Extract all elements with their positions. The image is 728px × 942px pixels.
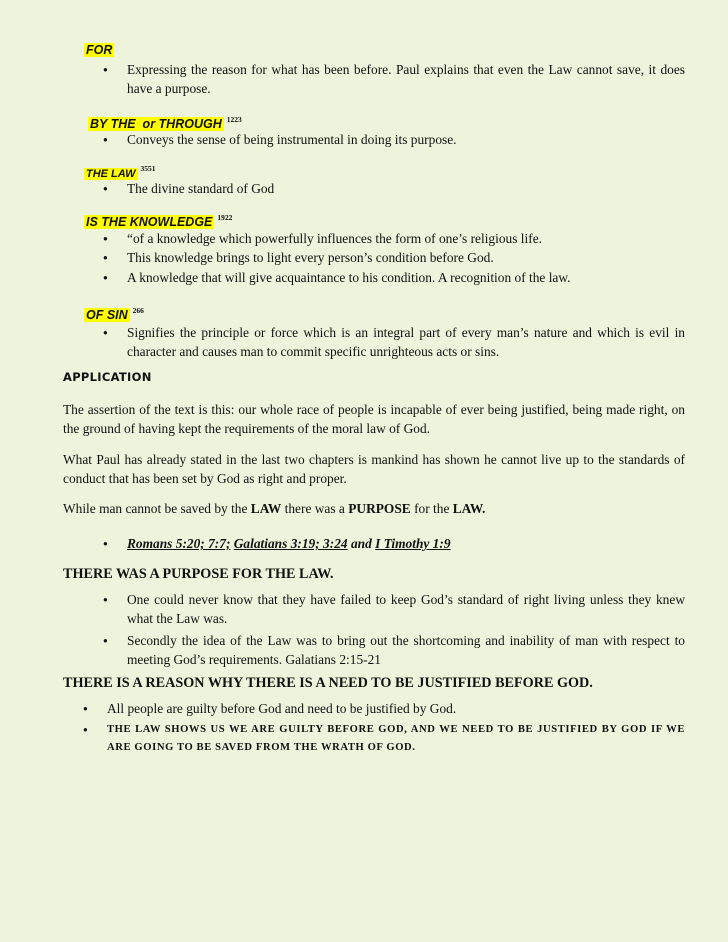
paragraph: What Paul has already stated in the last two chapters is mankind has shown he cannot live up to the standards of conduct that has been set by God as right and proper. [63,452,685,486]
text-span: there was a [281,501,349,516]
term-of-sin [84,302,144,324]
text-span: for the [410,501,453,516]
list-item: ● Expressing the reason for what has been before. Paul explains that even the Law cannot save, it does have a purpose. [127,61,685,98]
text-span: While man cannot be saved by the [63,501,251,516]
term-knowledge [84,209,232,231]
application-heading: APPLICATION [63,370,152,384]
purpose-heading: THERE WAS A PURPOSE FOR THE LAW. [63,566,334,582]
ref-romans: Romans 5:20; 7:7; [127,536,231,551]
scripture-refs [127,535,685,554]
list-item: ● All people are guilty before God and need to be justified by God. [107,700,685,719]
list-item: ● The divine standard of God [127,180,685,199]
term-for [84,41,114,59]
ref-and: and [350,536,372,551]
list-item: ● This knowledge brings to light every person’s condition before God. [127,249,685,268]
term-of-sin-label: OF SIN [86,308,128,323]
reason-heading: THERE IS A REASON WHY THERE IS A NEED TO BE JUSTIFIED BEFORE GOD. [63,675,593,691]
term-the-law-label: THE LAW [86,168,136,181]
term-for-label: FOR [86,43,113,57]
emphasis-purpose: PURPOSE [348,501,411,516]
list-item: ● “of a knowledge which powerfully influences the form of one’s religious life. [127,230,685,249]
list-item: ● Secondly the idea of the Law was to bring out the shortcoming and inability of man with respect to meeting God’s requirements. Galatians 2:15-21 [127,632,685,669]
strongs-ref: 266 [132,306,144,315]
list-item: ● Signifies the principle or force which is an integral part of every man’s nature and which is evil in character and causes man to commit specific unrighteous acts or sins. [127,324,685,361]
term-by-the [88,111,242,133]
paragraph-purpose [63,500,685,519]
term-by-the-label: BY THE or THROUGH [90,117,222,132]
emphasis-law: LAW. [452,501,486,516]
list-item: ● One could never know that they have failed to keep God’s standard of right living unless they knew what the Law was. [127,591,685,628]
list-item-caps: ● THE LAW SHOWS US WE ARE GUILTY BEFORE GOD, AND WE NEED TO BE JUSTIFIED BY GOD IF WE ARE GOING TO BE SAVED FROM THE WRATH OF GOD. [107,721,685,757]
paragraph: The assertion of the text is this: our whole race of people is incapable of ever being justified, being made right, on the ground of having kept the requirements of the moral law of God. [63,402,685,436]
strongs-ref: 1922 [217,213,233,222]
strongs-ref: 3551 [140,164,156,173]
list-item: ● A knowledge that will give acquaintance to his condition. A recognition of the law. [127,269,685,288]
emphasis-law: LAW [250,501,282,516]
strongs-ref: 1223 [226,115,242,124]
term-knowledge-label: IS THE KNOWLEDGE [86,215,213,230]
ref-timothy: I Timothy 1:9 [375,536,451,551]
ref-galatians: Galatians 3:19; 3:24 [233,536,348,551]
list-item: ● Conveys the sense of being instrumental in doing its purpose. [127,131,685,150]
